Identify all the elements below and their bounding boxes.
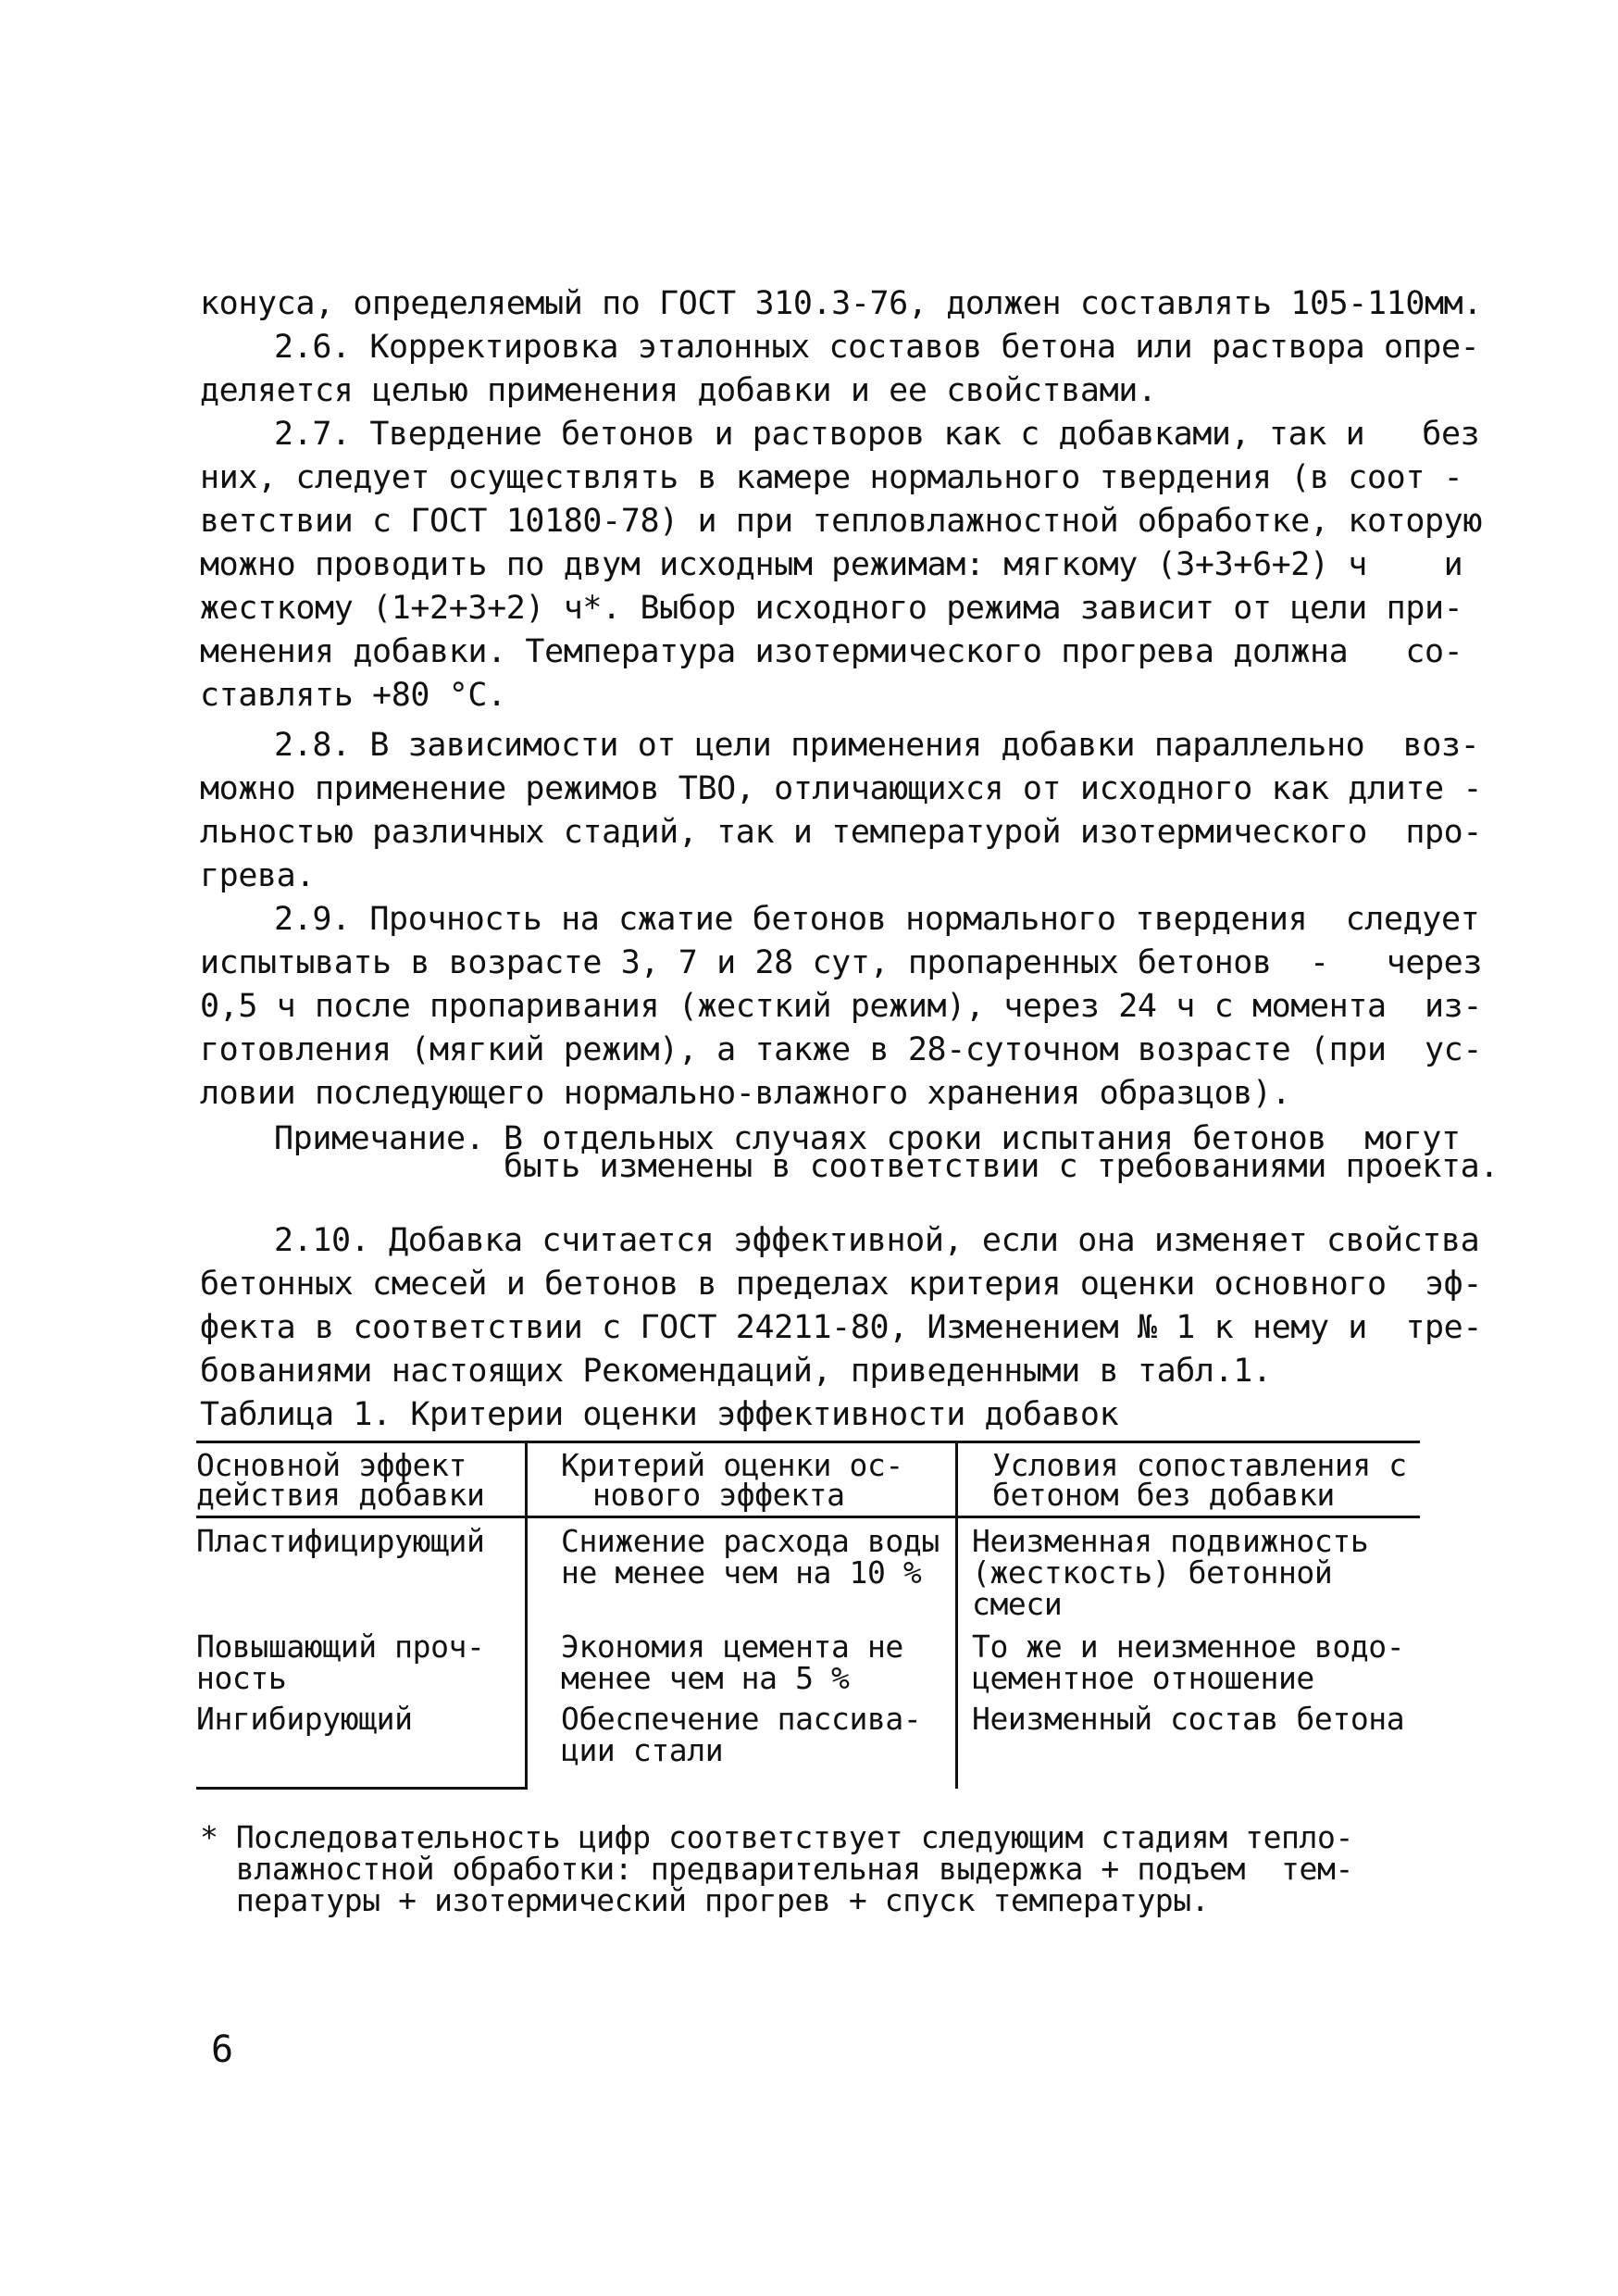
body-line: менения добавки. Температура изотермического прогрева должна со- — [200, 633, 1463, 670]
table-cell: менее чем на 5 % — [561, 1660, 850, 1696]
table-column-divider — [955, 1441, 958, 1789]
table-cell: (жесткость) бетонной — [972, 1554, 1333, 1591]
body-line: 2.7. Твердение бетонов и растворов как с добавками, так и без — [274, 416, 1480, 453]
table-cell: Ингибирующий — [196, 1701, 413, 1737]
table-header-cell: нового эффекта — [592, 1477, 845, 1513]
footnote-line: пературы + изотермический прогрев + спуск температуры. — [200, 1882, 1210, 1918]
footnote-line: * Последовательность цифр соответствует следующим стадиям тепло- — [200, 1819, 1353, 1855]
table-header-cell: Критерий оценки ос- — [561, 1447, 903, 1483]
table-top-rule — [196, 1441, 1420, 1443]
table-header-cell: Условия сопоставления с — [992, 1447, 1407, 1483]
table-caption: Таблица 1. Критерии оценки эффективности добавок — [200, 1396, 1119, 1433]
body-line: конуса, определяемый по ГОСТ 310.3-76, должен составлять 105-110мм. — [200, 285, 1483, 322]
body-line: 2.9. Прочность на сжатие бетонов нормального твердения следует — [274, 901, 1480, 938]
body-line: них, следует осуществлять в камере нормального твердения (в соот - — [200, 459, 1463, 496]
note-line: быть изменены в соответствии с требованиями проекта. — [274, 1148, 1499, 1185]
table-cell: цементное отношение — [972, 1660, 1314, 1696]
body-line: льностью различных стадий, так и температурой изотермического про- — [200, 814, 1483, 851]
table-cell: Снижение расхода воды — [561, 1523, 940, 1559]
body-line: испытывать в возрасте 3, 7 и 28 сут, пропаренных бетонов - через — [200, 944, 1483, 981]
body-line: бетонных смесей и бетонов в пределах критерия оценки основного эф- — [200, 1266, 1483, 1303]
body-line: 2.8. В зависимости от цели применения добавки параллельно воз- — [274, 727, 1480, 764]
table-cell: ции стали — [561, 1732, 724, 1768]
table-cell: Пластифицирующий — [196, 1523, 485, 1559]
table-cell: Повышающий проч- — [196, 1628, 485, 1665]
table-bottom-rule — [196, 1787, 528, 1790]
body-line: деляется целью применения добавки и ее свойствами. — [200, 372, 1157, 409]
body-line: ставлять +80 °С. — [200, 677, 506, 714]
body-line: можно применение режимов ТВО, отличающихся от исходного как длите - — [200, 770, 1483, 807]
table-cell: Неизменный состав бетона — [972, 1701, 1405, 1737]
table-cell: Экономия цемента не — [561, 1628, 903, 1665]
body-line: можно проводить по двум исходным режимам: мягкому (3+3+6+2) ч и — [200, 546, 1463, 583]
table-header-rule — [196, 1516, 1420, 1518]
table-cell: ность — [196, 1660, 287, 1696]
body-line: бованиями настоящих Рекомендаций, приведенными в табл.1. — [200, 1353, 1272, 1390]
table-column-divider — [525, 1441, 528, 1789]
table-header-cell: бетоном без добавки — [992, 1477, 1335, 1513]
table-header-cell: действия добавки — [196, 1477, 485, 1513]
footnote-line: влажностной обработки: предварительная выдержка + подъем тем- — [200, 1851, 1353, 1887]
table-cell: не менее чем на 10 % — [561, 1554, 922, 1591]
body-line: 2.6. Корректировка эталонных составов бетона или раствора опре- — [274, 329, 1480, 366]
body-line: 2.10. Добавка считается эффективной, если она изменяет свойства — [274, 1222, 1480, 1259]
table-cell: То же и неизменное водо- — [972, 1628, 1405, 1665]
body-line: фекта в соответствии с ГОСТ 24211-80, Изменением № 1 к нему и тре- — [200, 1309, 1483, 1346]
body-line: грева. — [200, 857, 316, 894]
table-cell: Неизменная подвижность — [972, 1523, 1369, 1559]
body-line: ловии последующего нормально-влажного хранения образцов). — [200, 1075, 1291, 1112]
page-number: 6 — [211, 2028, 234, 2071]
table-header-cell: Основной эффект — [196, 1447, 467, 1483]
body-line: 0,5 ч после пропаривания (жесткий режим), через 24 ч с момента из- — [200, 988, 1483, 1025]
table-cell: смеси — [972, 1586, 1063, 1622]
table-cell: Обеспечение пассива- — [561, 1701, 922, 1737]
note-line: Примечание. В отдельных случаях сроки испытания бетонов могут — [274, 1120, 1461, 1157]
body-line: жесткому (1+2+3+2) ч*. Выбор исходного режима зависит от цели при- — [200, 590, 1463, 627]
body-line: готовления (мягкий режим), а также в 28-суточном возрасте (при ус- — [200, 1031, 1483, 1068]
body-line: ветствии с ГОСТ 10180-78) и при тепловлажностной обработке, которую — [200, 503, 1483, 540]
